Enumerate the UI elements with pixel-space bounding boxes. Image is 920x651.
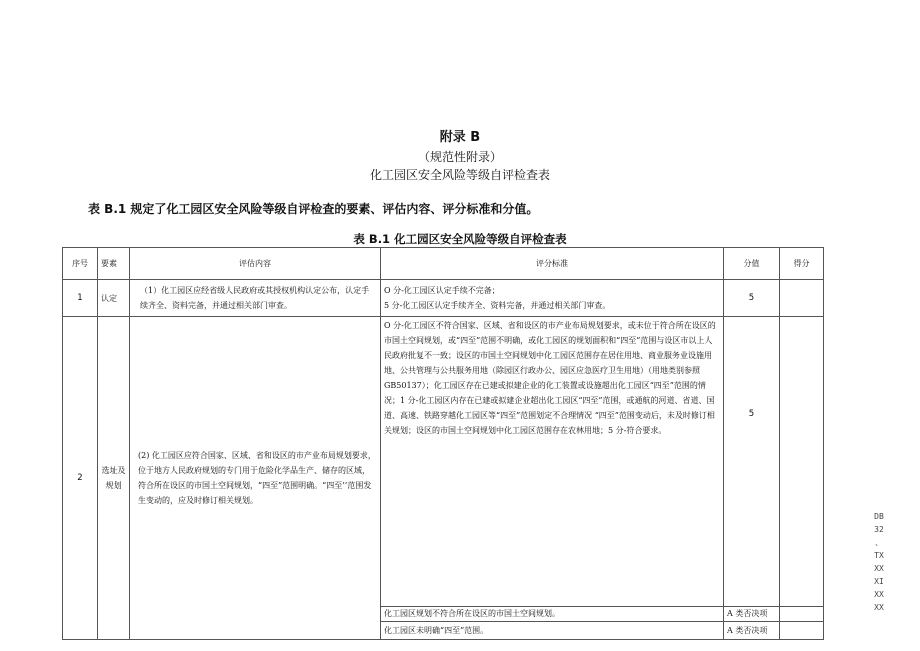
header-got: 得分: [780, 248, 824, 280]
header-element: 要素: [98, 248, 130, 280]
row-got: [780, 280, 824, 317]
row-score: 5: [724, 317, 780, 607]
side-code-line: 、: [875, 538, 883, 547]
veto-score: A 类否决项: [724, 607, 780, 622]
side-document-code: [868, 510, 890, 614]
row-no: 2: [63, 317, 98, 640]
veto-criteria: 化工园区未明确“四至”范围。: [381, 622, 724, 640]
table-row: [63, 280, 824, 317]
appendix-title: 附录 B: [439, 130, 481, 145]
veto-got: [780, 622, 824, 640]
veto-got: [780, 607, 824, 622]
header-criteria: 评分标准: [381, 248, 724, 280]
side-code-line: XX: [874, 590, 884, 599]
intro-text: 表 B.1 规定了化工园区安全风险等级自评检查的要素、评估内容、评分标准和分值。: [88, 202, 539, 216]
evaluation-table: [62, 247, 824, 640]
row-element: 认定: [98, 280, 130, 317]
row-element: 选址及规划: [98, 317, 130, 640]
table-header-row: [63, 248, 824, 280]
side-code-line: XI: [874, 577, 884, 586]
row-no: 1: [63, 280, 98, 317]
appendix-heading: 化工园区安全风险等级自评检查表: [369, 168, 550, 182]
row-got: [780, 317, 824, 607]
veto-score: A 类否决项: [724, 622, 780, 640]
row-score: 5: [724, 280, 780, 317]
criteria-line: 5 分-化工园区认定手续齐全、资料完备，并通过相关部门审查。: [384, 301, 611, 310]
side-code-line: XX: [874, 564, 884, 573]
side-code-line: DB: [874, 512, 884, 521]
row-criteria: O 分-化工园区不符合国家、区域、省和设区的市产业布局规划要求，或未位于符合所在设区的市国土空间规划，或“四至”范围不明确，或化工园区的规划面积和“四至”范围与设区市以上人民政府批复不一致；设区的市国土空间规划中化工园区范围存在居住用地、商业服务业设施用地、公共管理与公共服务用地（除园区行政办公、园区应急医疗卫生用地）（用地类别参照 GB50137）；化工园区存在已建或拟建企业的化工装置或设施超出化工园区“四至”范围的情况；1 分-化工园区内存在已建或拟建企业超出化工园区“四至”范围，或通航的河道、省道、国道、高速、铁路穿越化工园区等“四至”范围划定不合理情况 “四至”范围变动后，未及时修订相关规划；设区的市国土空间规划中化工园区范围存在农林用地；5 分-符合要求。: [381, 317, 724, 607]
side-code-line: TX: [874, 551, 884, 560]
row-content: (2) 化工园区应符合国家、区域、省和设区的市产业布局规划要求，位于地方人民政府规划的专门用于危险化学品生产、储存的区域，符合所在设区的市国土空间规划，“四至”范围明确。“四至’’范围发生变动的，应及时修订相关规划。: [130, 317, 381, 640]
table-row: [63, 317, 824, 607]
side-code-line: XX: [874, 603, 884, 612]
veto-criteria: 化工园区规划不符合所在设区的市国土空间规划。: [381, 607, 724, 622]
header-content: 评估内容: [130, 248, 381, 280]
criteria-line: O 分-化工园区认定手续不完备；: [384, 286, 500, 295]
header-score: 分值: [724, 248, 780, 280]
appendix-subtitle: （规范性附录）: [417, 150, 502, 164]
side-code-line: 32: [874, 525, 884, 534]
header-no: 序号: [63, 248, 98, 280]
row-criteria: [381, 280, 724, 317]
row-content: （1）化工园区应经省级人民政府或其授权机构认定公布，认定手续齐全、资料完备，并通过相关部门审查。: [130, 280, 381, 317]
table-caption: 表 B.1 化工园区安全风险等级自评检查表: [353, 232, 567, 246]
